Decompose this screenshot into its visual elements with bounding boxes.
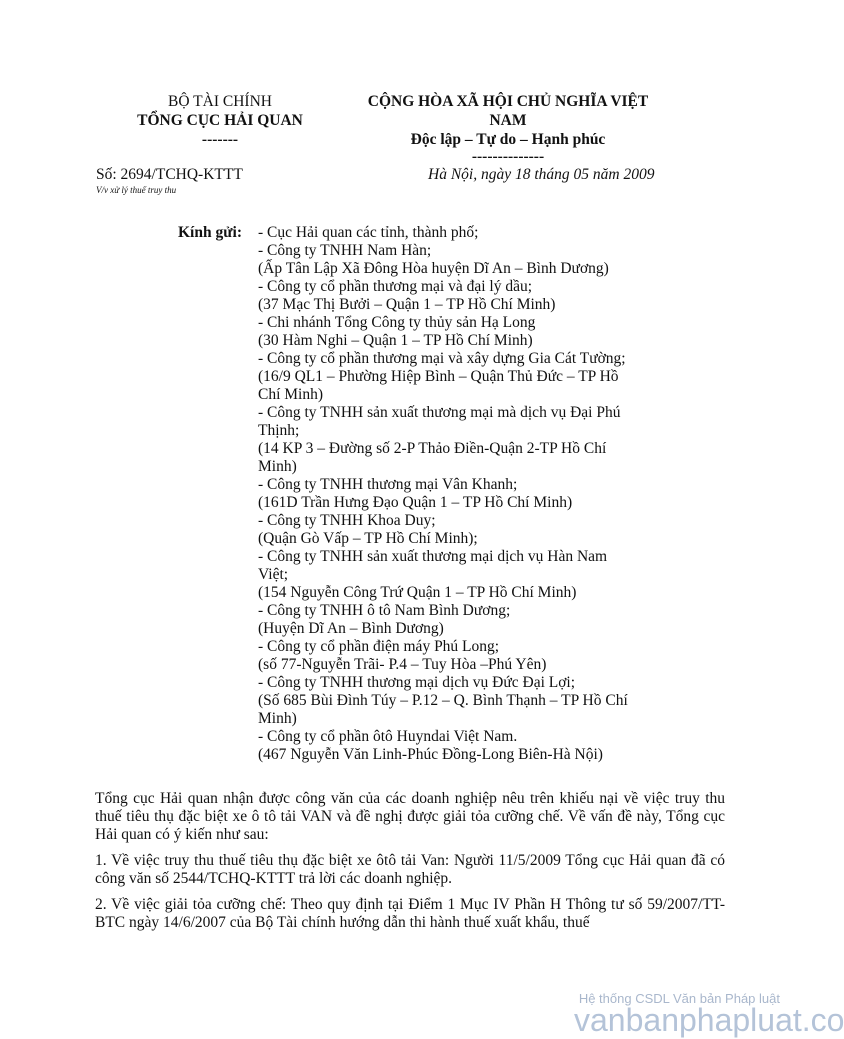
recipient-line: (37 Mạc Thị Bưởi – Quận 1 – TP Hồ Chí Minh) (258, 296, 556, 313)
document-subject: V/v xử lý thuế truy thu (96, 185, 177, 195)
recipient-line: - Công ty cổ phần điện máy Phú Long; (258, 638, 500, 655)
recipient-line: (Huyện Dĩ An – Bình Dương) (258, 620, 444, 637)
recipient-line: Thịnh; (258, 422, 300, 439)
place-date: Hà Nội, ngày 18 tháng 05 năm 2009 (428, 166, 655, 183)
recipient-line: (30 Hàm Nghi – Quận 1 – TP Hồ Chí Minh) (258, 332, 533, 349)
recipient-line: (14 KP 3 – Đường số 2-P Thảo Điền-Quận 2-TP Hồ Chí (258, 440, 607, 457)
recipient-line: - Công ty TNHH sản xuất thương mại mà dịch vụ Đại Phú (258, 404, 621, 421)
motto: Độc lập – Tự do – Hạnh phúc (410, 131, 606, 148)
recipient-line: (154 Nguyễn Công Trứ Quận 1 – TP Hồ Chí Minh) (258, 584, 577, 601)
recipient-line: - Công ty TNHH thương mại dịch vụ Đức Đại Lợi; (258, 674, 576, 691)
recipient-line: (16/9 QL1 – Phường Hiệp Bình – Quận Thủ Đức – TP Hồ (258, 368, 619, 385)
ministry-name: BỘ TÀI CHÍNH (168, 93, 272, 110)
paragraph-item-1: 1. Về việc truy thu thuế tiêu thụ đặc biệt xe ôtô tải Van: Người 11/5/2009 Tổng cục Hải quan đã có công văn số 2544/TCHQ-KTTT trả lời các doanh nghiệp. (95, 852, 725, 887)
recipient-line: - Công ty cổ phần ôtô Huyndai Việt Nam. (258, 728, 518, 745)
watermark-site: vanbanphapluat.co (574, 1002, 844, 1038)
watermark-caption: Hệ thống CSDL Văn bản Pháp luật (578, 991, 780, 1006)
recipient-line: Minh) (258, 710, 297, 727)
department-name: TỔNG CỤC HẢI QUAN (137, 112, 303, 129)
intro-paragraph: Tổng cục Hải quan nhận được công văn của các doanh nghiệp nêu trên khiếu nại về việc truy thu thuế tiêu thụ đặc biệt xe ô tô tải VAN và đề nghị được giải tỏa cưỡng chế. Về vấn đề này, Tổng cục Hải quan có ý kiến như sau: (95, 790, 725, 843)
country-name-line2: NAM (489, 112, 527, 129)
recipient-line: - Công ty cổ phần thương mại và đại lý dầu; (258, 278, 533, 295)
recipient-line: (467 Nguyễn Văn Linh-Phúc Đồng-Long Biên-Hà Nội) (258, 746, 603, 763)
recipient-list (258, 224, 658, 764)
recipient-line: Minh) (258, 458, 297, 475)
recipient-line: (161D Trần Hưng Đạo Quận 1 – TP Hồ Chí Minh) (258, 494, 573, 511)
recipient-line: Việt; (258, 566, 289, 583)
motto-divider: -------------- (471, 148, 545, 165)
country-name-line1: CỘNG HÒA XÃ HỘI CHỦ NGHĨA VIỆT (367, 93, 649, 110)
recipient-line: - Công ty TNHH ô tô Nam Bình Dương; (258, 602, 511, 619)
salutation: Kính gửi: (178, 224, 242, 241)
recipient-line: - Công ty TNHH Nam Hàn; (258, 242, 432, 259)
document-number: Số: 2694/TCHQ-KTTT (96, 166, 243, 183)
recipient-line: - Công ty cổ phần thương mại và xây dựng Gia Cát Tường; (258, 350, 626, 367)
recipient-line: - Công ty TNHH Khoa Duy; (258, 512, 436, 529)
org-divider: ------- (201, 131, 239, 148)
recipient-line: - Cục Hải quan các tỉnh, thành phố; (258, 224, 479, 241)
recipient-line: (Số 685 Bùi Đình Túy – P.12 – Q. Bình Thạnh – TP Hồ Chí (258, 692, 628, 709)
recipient-line: Chí Minh) (258, 386, 324, 403)
paragraph-item-2: 2. Về việc giải tỏa cưỡng chế: Theo quy định tại Điểm 1 Mục IV Phần H Thông tư số 59/2007/TT-BTC ngày 14/6/2007 của Bộ Tài chính hướng dẫn thi hành thuế xuất khẩu, thuế (95, 896, 725, 931)
recipient-line: - Công ty TNHH sản xuất thương mại dịch vụ Hàn Nam (258, 548, 608, 565)
recipient-line: (Ấp Tân Lập Xã Đông Hòa huyện Dĩ An – Bình Dương) (258, 260, 609, 277)
recipient-line: - Công ty TNHH thương mại Vân Khanh; (258, 476, 518, 493)
recipient-line: - Chi nhánh Tổng Công ty thủy sản Hạ Long (258, 314, 536, 331)
recipient-line: (Quận Gò Vấp – TP Hồ Chí Minh); (258, 530, 478, 547)
recipient-line: (số 77-Nguyễn Trãi- P.4 – Tuy Hòa –Phú Yên) (258, 656, 547, 673)
